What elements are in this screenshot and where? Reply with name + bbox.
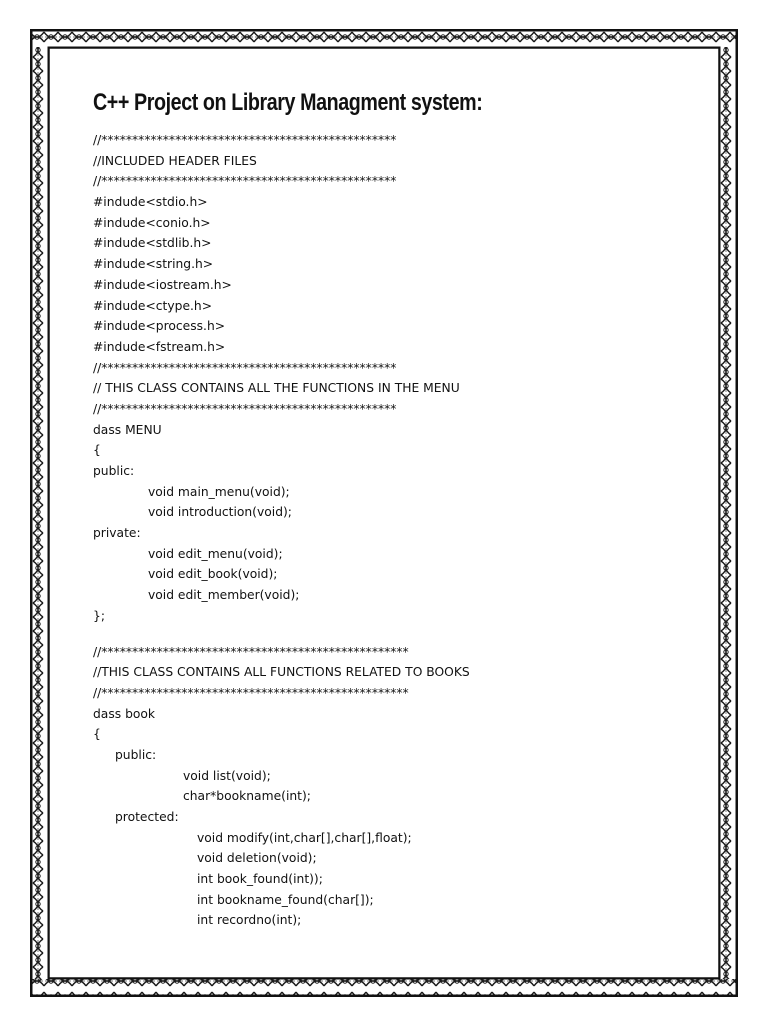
code-line: //**************************************************	[93, 644, 409, 659]
code-line: #indude<process.h>	[93, 319, 226, 334]
code-line: //************************************************	[93, 133, 397, 147]
code-line: #indude<string.h>	[93, 257, 214, 272]
code-line: {	[93, 727, 101, 742]
code-line: int book_found(int));	[197, 872, 323, 887]
code-line: #indude<stdio.h>	[93, 195, 208, 210]
code-line: void main_menu(void);	[148, 484, 290, 499]
code-line: void edit_book(void);	[148, 567, 278, 582]
code-line: public:	[115, 747, 157, 762]
code-line: void deletion(void);	[197, 851, 317, 866]
code-line: #indude<conio.h>	[93, 215, 211, 230]
code-line: void edit_menu(void);	[148, 546, 283, 561]
document-page	[93, 88, 693, 931]
code-line: //**************************************************	[93, 685, 409, 700]
code-line: };	[93, 608, 105, 623]
code-line: private:	[93, 526, 141, 541]
code-line: #indude<ctype.h>	[93, 298, 213, 313]
code-line: #indude<fstream.h>	[93, 339, 226, 354]
code-line: //************************************************	[93, 401, 397, 416]
code-line: #indude<stdlib.h>	[93, 236, 212, 251]
code-line: //************************************************	[93, 360, 397, 375]
code-line: dass book	[93, 706, 156, 721]
code-line: //INCLUDED HEADER FILES	[93, 153, 257, 168]
code-listing	[93, 130, 693, 931]
code-line: {	[93, 443, 101, 458]
code-line: int recordno(int);	[197, 913, 302, 928]
section-gap	[93, 627, 693, 642]
document-title: C++ Project on Library Managment system:	[93, 89, 483, 116]
code-line: char*bookname(int);	[183, 789, 311, 804]
code-line: //************************************************	[93, 174, 397, 189]
code-line: void edit_member(void);	[148, 588, 300, 603]
code-line: void modify(int,char[],char[],float);	[197, 830, 412, 845]
code-line: dass MENU	[93, 422, 162, 437]
code-line: void list(void);	[183, 768, 271, 783]
code-line: public:	[93, 464, 135, 478]
code-line: int bookname_found(char[]);	[197, 892, 374, 907]
code-line: void introduction(void);	[148, 505, 292, 520]
code-line: //THIS CLASS CONTAINS ALL FUNCTIONS RELATED TO BOOKS	[93, 665, 470, 680]
code-line: #indude<iostream.h>	[93, 277, 232, 292]
code-line: // THIS CLASS CONTAINS ALL THE FUNCTIONS IN THE MENU	[93, 381, 460, 396]
code-line: protected:	[115, 810, 179, 824]
